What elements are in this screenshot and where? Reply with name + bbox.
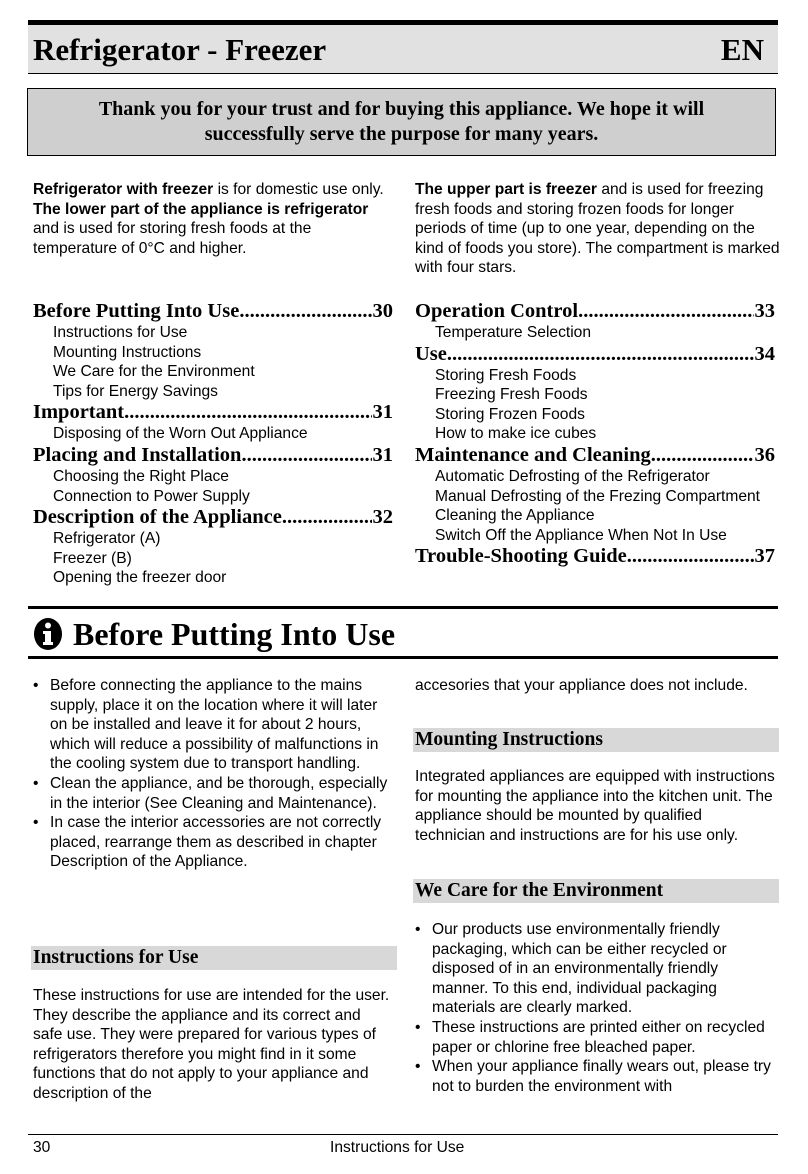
intro-bold: The lower part of the appliance is refrigerator [33, 200, 369, 218]
toc-page-number: 37 [754, 545, 775, 568]
toc-entry-title: Before Putting Into Use [33, 300, 240, 322]
toc-entry-title: Description of the Appliance [33, 506, 282, 529]
list-item: • When your appliance finally wears out, please try not to burden the environment with [415, 1057, 775, 1096]
toc-leader-dots [578, 300, 753, 323]
toc-subentry: Storing Frozen Foods [435, 405, 585, 423]
toc-page-number: 33 [754, 300, 775, 322]
intro-left [33, 180, 393, 258]
toc-left-column [33, 300, 393, 588]
intro-bold: Refrigerator with freezer [33, 181, 214, 198]
toc-subentry: Tips for Energy Savings [53, 382, 218, 400]
toc-subentry: Instructions for Use [53, 324, 188, 341]
section-title-text: Before Putting Into Use [73, 616, 396, 652]
toc-entry-title: Trouble-Shooting Guide [415, 545, 627, 568]
toc-subentry: We Care for the Environment [53, 363, 255, 381]
footer-rule [28, 1134, 778, 1135]
section-top-rule [28, 606, 778, 609]
toc-entry [415, 343, 775, 366]
mounting-text: Integrated appliances are equipped with instructions for mounting the appliance into the kitchen unit. The appliance should be mounted by qualified technician and instructions are for his use only. [415, 768, 775, 844]
toc-entry [33, 401, 393, 424]
toc-subentry: Opening the freezer door [53, 569, 227, 587]
instructions-text: These instructions for use are intended for the user. They describe the appliance and its correct and safe use. They were prepared for various types of refrigerators therefore you might find in it some functions that do not apply to your appliance and description of the [33, 987, 390, 1102]
toc-subentry: Connection to Power Supply [53, 487, 250, 505]
toc-subentry: Mounting Instructions [53, 343, 202, 361]
toc-subentry: Refrigerator (A) [53, 530, 161, 548]
toc-subentry: Manual Defrosting of the Frezing Compartment [435, 487, 761, 505]
environment-bullets [415, 920, 775, 1096]
toc-subentry: Storing Fresh Foods [435, 366, 577, 384]
toc-subentry: Freezer (B) [53, 549, 132, 567]
toc-entry [415, 545, 775, 568]
thank-you-text: Thank you for your trust and for buying this appliance. We hope it will successfully serve the purpose for many years. [98, 98, 705, 145]
toc-page-number: 31 [372, 443, 393, 466]
continued-text: accesories that your appliance does not include. [415, 677, 748, 694]
thank-you-box [27, 88, 776, 156]
toc-page-number: 30 [372, 300, 393, 322]
toc-entry [415, 444, 775, 467]
toc-entry [415, 300, 775, 323]
toc-subentry: Automatic Defrosting of the Refrigerator [435, 467, 710, 485]
toc-entry [33, 444, 393, 467]
footer-text: Instructions for Use [330, 1139, 465, 1156]
before-use-bullets [33, 676, 393, 872]
toc-entry-title: Use [415, 342, 447, 365]
list-item: • These instructions are printed either on recycled paper or chlorine free bleached paper. [415, 1018, 775, 1057]
toc-leader-dots [627, 545, 754, 568]
list-item: • Clean the appliance, and be thorough, especially in the interior (See Cleaning and Maintenance). [33, 774, 393, 813]
toc-entry-title: Maintenance and Cleaning [415, 443, 651, 466]
toc-page-number: 36 [754, 443, 775, 466]
intro-paragraph [33, 180, 393, 200]
toc-subentry: Cleaning the Appliance [435, 507, 595, 525]
toc-leader-dots [282, 506, 372, 529]
section-title [33, 612, 395, 656]
toc-subentry: How to make ice cubes [435, 425, 597, 443]
toc-page-number: 32 [372, 506, 393, 529]
toc-entry-title: Placing and Installation [33, 443, 242, 466]
page-title: Refrigerator - Freezer [33, 32, 327, 67]
info-icon [33, 617, 63, 651]
intro-paragraph [415, 180, 780, 278]
toc-leader-dots [124, 401, 371, 424]
list-item: • Before connecting the appliance to the mains supply, place it on the location where it will later on be installed and leave it for about 2 hours, which will reduce a possibility of malfunctions in the cooling system due to transport handling. [33, 676, 393, 774]
list-item: • Our products use environmentally friendly packaging, which can be either recycled or disposed of in an environmentally friendly manner. To this end, individual packaging materials are clearly marked. [415, 920, 775, 1018]
section-bottom-rule [28, 656, 778, 659]
toc-leader-dots [241, 444, 371, 467]
intro-text: and is used for storing fresh foods at the temperature of 0°C and higher. [33, 220, 312, 257]
toc-subentry: Choosing the Right Place [53, 467, 229, 485]
toc-subentry: Temperature Selection [435, 324, 592, 341]
list-item: • In case the interior accessories are not correctly placed, rearrange them as described in chapter Description of the Appliance. [33, 813, 393, 872]
toc-entry-title: Important [33, 401, 125, 424]
header-bottom-rule [28, 73, 778, 74]
toc-page-number: 34 [754, 342, 775, 365]
intro-text: is for domestic use only. [213, 181, 384, 198]
intro-text: and is used for freezing fresh foods and storing frozen foods for longer periods of time (up to one year, depending on the kind of foods you store). The compartment is marked with four stars. [415, 181, 780, 277]
toc-page-number: 31 [372, 401, 393, 424]
toc-leader-dots [447, 343, 754, 366]
toc-subentry: Freezing Fresh Foods [435, 386, 588, 404]
intro-bold: The upper part is freezer [415, 181, 597, 198]
toc-right-column [415, 300, 775, 568]
intro-right [415, 180, 780, 278]
toc-entry [33, 300, 393, 323]
toc-subentry: Disposing of the Worn Out Appliance [53, 425, 308, 443]
environment-heading: We Care for the Environment [413, 879, 779, 903]
language-code: EN [720, 32, 764, 67]
toc-leader-dots [651, 444, 754, 467]
page-number: 30 [33, 1139, 51, 1156]
toc-leader-dots [239, 300, 371, 323]
instructions-heading: Instructions for Use [31, 946, 397, 970]
toc-entry-title: Operation Control [415, 300, 579, 322]
toc-subentry: Switch Off the Appliance When Not In Use [435, 526, 727, 544]
intro-paragraph [33, 200, 393, 259]
mounting-heading: Mounting Instructions [413, 728, 779, 752]
toc-entry [33, 506, 393, 529]
